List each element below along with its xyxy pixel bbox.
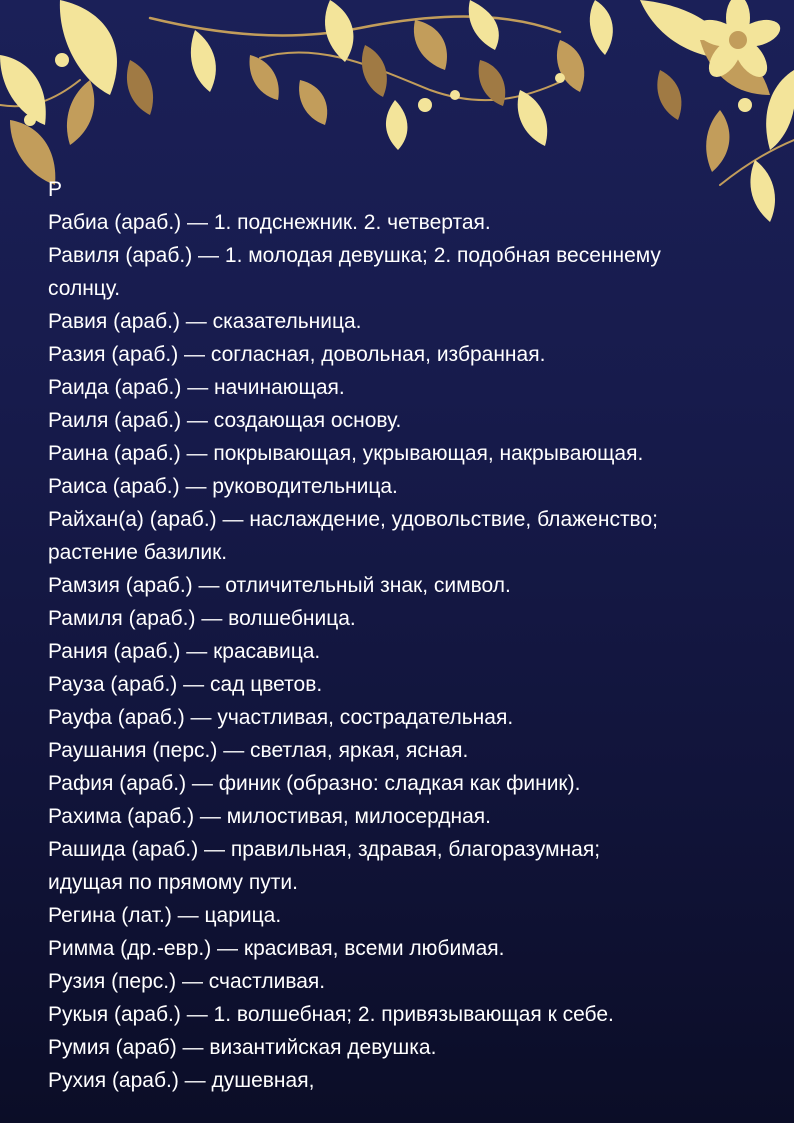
berry-icon — [24, 114, 36, 126]
leaf-icon — [518, 90, 548, 146]
list-item: идущая по прямому пути. — [48, 871, 298, 894]
list-item: Рабиа (араб.) — 1. подснежник. 2. четвертая. — [48, 211, 491, 234]
list-item: Равиля (араб.) — 1. молодая девушка; 2. подобная весеннему — [48, 244, 661, 267]
list-item: Рузия (перс.) — счастливая. — [48, 970, 326, 993]
leaf-icon — [191, 30, 216, 92]
leaf-icon — [590, 0, 613, 55]
leaf-icon — [469, 0, 499, 50]
list-item: Равия (араб.) — сказательница. — [48, 310, 362, 333]
leaf-icon — [127, 60, 153, 115]
list-item: растение базилик. — [48, 541, 228, 564]
list-item: Раушания (перс.) — светлая, яркая, ясная. — [48, 739, 469, 762]
list-item: Раина (араб.) — покрывающая, укрывающая, накрывающая. — [48, 442, 644, 465]
list-item: Рамиля (араб.) — волшебница. — [48, 607, 356, 630]
leaf-icon — [414, 20, 447, 70]
list-item: Раиля (араб.) — создающая основу. — [48, 409, 402, 432]
leaf-icon — [362, 45, 387, 97]
list-item: Райхан(а) (араб.) — наслаждение, удовольствие, блаженство; — [48, 508, 658, 531]
berry-icon — [450, 90, 460, 100]
leaf-icon — [67, 80, 94, 145]
list-item: Рухия (араб.) — душевная, — [48, 1069, 315, 1092]
letter-heading: Р — [48, 178, 63, 201]
leaf-icon — [250, 55, 279, 100]
list-item: Разия (араб.) — согласная, довольная, избранная. — [48, 343, 546, 366]
list-item: Рауфа (араб.) — участливая, сострадательная. — [48, 706, 514, 729]
list-item: Рания (араб.) — красавица. — [48, 640, 321, 663]
leaf-icon — [766, 70, 794, 150]
berry-icon — [55, 53, 69, 67]
leaf-icon — [0, 55, 46, 125]
list-item: Римма (др.-евр.) — красивая, всеми любимая. — [48, 937, 505, 960]
list-item: солнцу. — [48, 277, 121, 300]
list-item: Рукыя (араб.) — 1. волшебная; 2. привязывающая к себе. — [48, 1003, 614, 1026]
list-item: Рашида (араб.) — правильная, здравая, благоразумная; — [48, 838, 601, 861]
leaf-icon — [60, 0, 117, 95]
name-list — [48, 173, 748, 1097]
list-item: Раида (араб.) — начинающая. — [48, 376, 345, 399]
list-item: Рахима (араб.) — милостивая, милосердная. — [48, 805, 491, 828]
leaf-icon — [386, 100, 408, 150]
leaf-icon — [325, 0, 353, 62]
leaf-icon — [706, 110, 729, 172]
leaf-icon — [750, 160, 775, 222]
list-item: Рафия (араб.) — финик (образно: сладкая как финик). — [48, 772, 581, 795]
list-item: Раиса (араб.) — руководительница. — [48, 475, 398, 498]
berry-icon — [738, 98, 752, 112]
list-item: Румия (араб) — византийская девушка. — [48, 1036, 437, 1059]
list-item: Регина (лат.) — царица. — [48, 904, 282, 927]
leaf-icon — [299, 80, 327, 125]
list-item: Рамзия (араб.) — отличительный знак, символ. — [48, 574, 511, 597]
berry-icon — [555, 73, 565, 83]
leaf-icon — [479, 60, 506, 106]
list-item: Рауза (араб.) — сад цветов. — [48, 673, 323, 696]
leaf-icon — [557, 40, 584, 92]
berry-icon — [418, 98, 432, 112]
leaf-icon — [657, 70, 681, 120]
